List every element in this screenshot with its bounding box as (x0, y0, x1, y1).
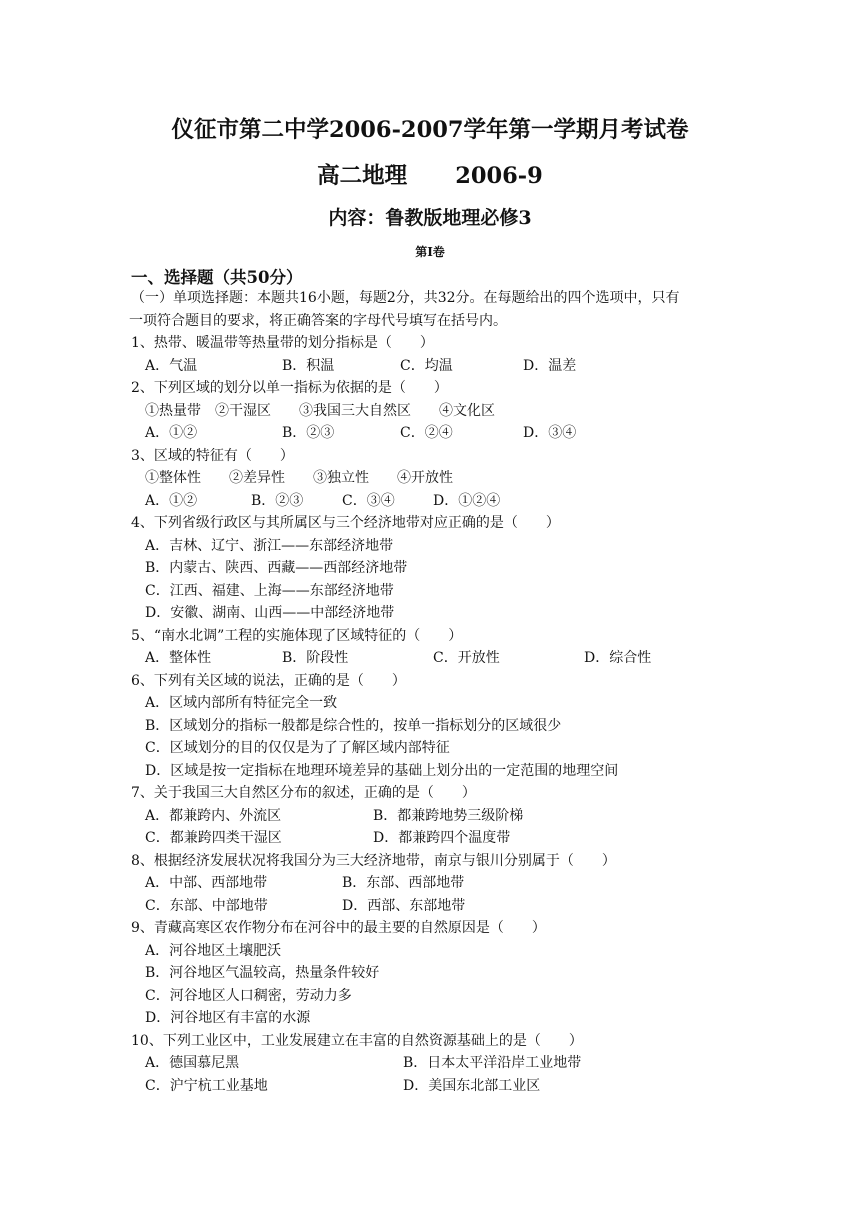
question-stem: 9、青藏高寒区农作物分布在河谷中的最主要的自然原因是（ ） (131, 920, 546, 936)
question-stem: 5、“南水北调”工程的实施体现了区域特征的（ ） (131, 627, 463, 644)
option-row (131, 1052, 751, 1075)
exam-title: 仪征市第二中学2006-2007学年第一学期月考试卷 (171, 117, 689, 143)
question-stem: 10、下列工业区中，工业发展建立在丰富的自然资源基础上的是（ ） (131, 1032, 583, 1049)
option-row (131, 490, 751, 513)
question-stem: 6、下列有关区域的说法，正确的是（ ） (131, 672, 406, 689)
question-stem: 2、下列区域的划分以单一指标为依据的是（ ） (131, 380, 448, 396)
option-c: C．都兼跨四类干湿区 (145, 830, 282, 846)
option-b: B．内蒙古、陕西、西藏——西部经济地带 (145, 560, 408, 576)
question-stem: 3、区域的特征有（ ） (131, 447, 294, 464)
option-d: D．安徽、湖南、山西——中部经济地带 (145, 605, 395, 621)
option-d: D．综合性 (584, 650, 652, 666)
exam-date: 2006-9 (455, 163, 543, 189)
option-a: A．①② (145, 425, 198, 441)
option-c: C．③④ (342, 492, 395, 509)
option-row (131, 895, 751, 918)
option-c: C．东部、中部地带 (145, 897, 268, 914)
option-b: B．河谷地区气温较高，热量条件较好 (145, 965, 380, 981)
option-row (131, 647, 751, 670)
option-a: A．德国慕尼黑 (145, 1055, 240, 1071)
option-d: D．③④ (523, 425, 577, 441)
option-b: B．区域划分的指标一般都是综合性的，按单一指标划分的区域很少 (145, 717, 562, 734)
option-c: C．均温 (400, 357, 453, 374)
section-intro-line: （一）单项选择题：本题共16小题，每题2分，共32分。在每题给出的四个选项中，只有 (131, 290, 680, 306)
option-a: A．中部、西部地带 (145, 875, 268, 891)
option-d: D．温差 (523, 357, 577, 374)
option-d: D．①②④ (433, 492, 501, 509)
option-a: A．都兼跨内、外流区 (145, 807, 282, 824)
volume-label: 第Ⅰ卷 (415, 245, 445, 259)
option-a: A．吉林、辽宁、浙江——东部经济地带 (145, 537, 394, 554)
option-a: A．①② (145, 492, 198, 509)
option-b: B．积温 (282, 357, 335, 374)
option-b: B．东部、西部地带 (342, 875, 465, 891)
option-d: D．西部、东部地带 (342, 897, 466, 914)
option-c: C．区域划分的目的仅仅是为了了解区域内部特征 (145, 740, 450, 756)
option-a: A．河谷地区土壤肥沃 (145, 942, 282, 959)
option-c: C．开放性 (433, 650, 500, 666)
question-items: ①热量带 ②干湿区 ③我国三大自然区 ④文化区 (145, 402, 495, 419)
section-title: 一、选择题（共50分） (131, 268, 303, 287)
question-stem: 4、下列省级行政区与其所属区与三个经济地带对应正确的是（ ） (131, 515, 560, 531)
option-b: B．②③ (251, 492, 304, 509)
option-d: D．都兼跨四个温度带 (373, 830, 511, 846)
option-a: A．区域内部所有特征完全一致 (145, 695, 338, 711)
option-d: D．区域是按一定指标在地理环境差异的基础上划分出的一定范围的地理空间 (145, 762, 619, 779)
section-intro-line: 一项符合题目的要求，将正确答案的字母代号填写在括号内。 (129, 312, 507, 329)
option-row (131, 805, 751, 828)
option-b: B．都兼跨地势三级阶梯 (373, 807, 524, 824)
exam-subject-line (0, 158, 860, 190)
question-body (131, 287, 751, 1097)
option-row (131, 1075, 751, 1098)
option-c: C．沪宁杭工业基地 (145, 1077, 268, 1094)
option-row (131, 422, 751, 445)
option-c: C．河谷地区人口稠密，劳动力多 (145, 987, 352, 1004)
option-b: B．阶段性 (282, 650, 349, 666)
option-b: B．②③ (282, 425, 335, 441)
option-b: B．日本太平洋沿岸工业地带 (403, 1055, 582, 1071)
exam-subject: 高二地理 (317, 163, 408, 189)
option-row (131, 872, 751, 895)
option-a: A．整体性 (145, 650, 212, 666)
option-d: D．河谷地区有丰富的水源 (145, 1010, 311, 1026)
option-a: A．气温 (145, 357, 198, 374)
question-items: ①整体性 ②差异性 ③独立性 ④开放性 (145, 470, 453, 486)
question-stem: 1、热带、暖温带等热量带的划分指标是（ ） (131, 335, 434, 351)
question-stem: 8、根据经济发展状况将我国分为三大经济地带，南京与银川分别属于（ ） (131, 852, 616, 869)
option-row (131, 355, 751, 378)
question-stem: 7、关于我国三大自然区分布的叙述，正确的是（ ） (131, 785, 476, 801)
exam-content: 内容：鲁教版地理必修3 (328, 207, 532, 229)
option-row (131, 827, 751, 850)
option-c: C．江西、福建、上海——东部经济地带 (145, 582, 394, 599)
option-d: D．美国东北部工业区 (403, 1077, 541, 1094)
option-c: C．②④ (400, 425, 453, 441)
